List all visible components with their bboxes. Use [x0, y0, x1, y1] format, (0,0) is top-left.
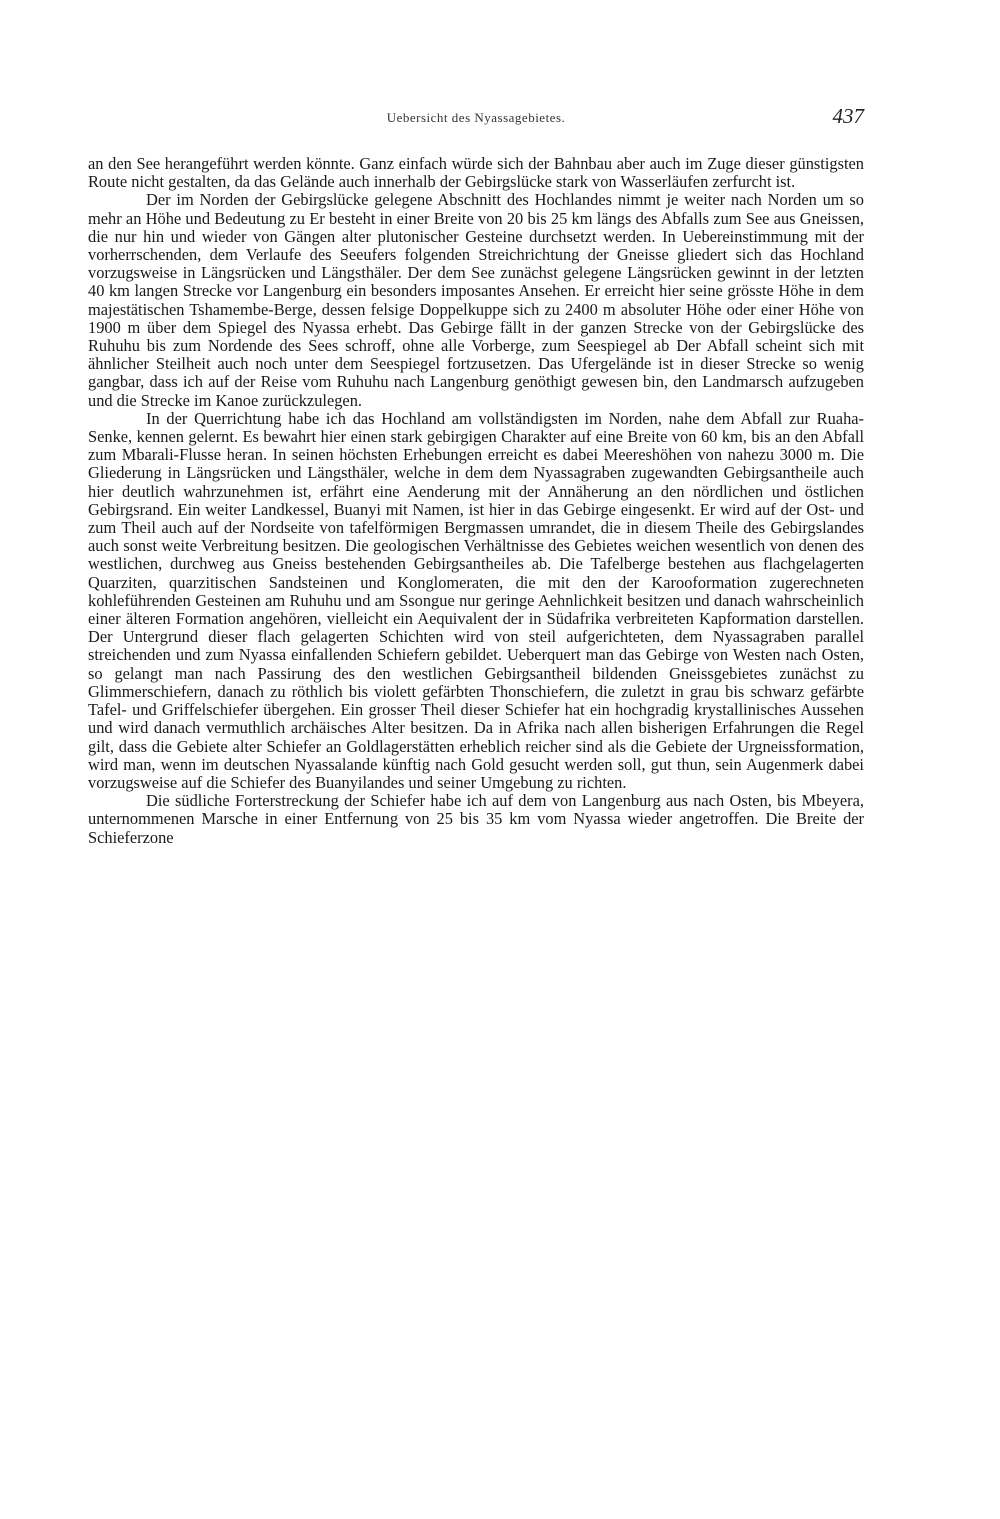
paragraph: an den See herangeführt werden könnte. Ganz einfach würde sich der Bahnbau aber auch im Zuge dieser günstigsten Route nicht gestalten, da das Gelände auch innerhalb der Gebirgslücke stark von Wasserläufen zerfurcht ist. — [88, 154, 864, 192]
running-header — [88, 104, 864, 138]
running-title: Uebersicht des Nyassagebietes. — [386, 110, 566, 125]
paragraph: Die südliche Forterstreckung der Schiefer habe ich auf dem von Langenburg aus nach Osten, bis Mbeyera, unternommenen Marsche in einer Entfernung von 25 bis 35 km vom Nyassa wieder angetroffen. Die Breite der Schieferzone — [88, 791, 864, 847]
body-text — [88, 155, 864, 847]
paragraph: In der Querrichtung habe ich das Hochland am vollständigsten im Norden, nahe dem Abfall zur Ruaha-Senke, kennen gelernt. Es bewahrt hier einen stark gebirgigen Charakter auf eine Breite von 60 km, bis an den Abfall zum Mbarali-Flusse heran. In seinen höchsten Erhebungen erreicht es dabei Meereshöhen von nahezu 3000 m. Die Gliederung in Längsrücken und Längsthäler, welche in dem dem Nyassagraben zugewandten Gebirgsantheile auch hier deutlich wahrzunehmen ist, erfährt eine Aenderung mit der Annäherung an den nördlichen und östlichen Gebirgsrand. Ein weiter Landkessel, Buanyi mit Namen, ist hier in das Gebirge eingesenkt. Er wird auf der Ost- und zum Theil auch auf der Nordseite von tafelförmigen Bergmassen umrandet, die in diesem Theile des Gebirgslandes auch sonst weite Verbreitung besitzen. Die geologischen Verhältnisse des Gebietes weichen wesentlich von denen des westlichen, durchweg aus Gneiss bestehenden Gebirgsantheiles ab. Die Tafelberge bestehen aus flachgelagerten Quarziten, quarzitischen Sandsteinen und Konglomeraten, die mit den der Karooformation zugerechneten kohleführenden Gesteinen am Ruhuhu und am Ssongue nur geringe Aehnlichkeit besitzen und danach wahrscheinlich einer älteren Formation angehören, vielleicht ein Aequivalent der in Südafrika verbreiteten Kapformation darstellen. Der Untergrund dieser flach gelagerten Schichten wird von steil aufgerichteten, dem Nyassagraben parallel streichenden und zum Nyassa einfallenden Schiefern gebildet. Ueberquert man das Gebirge von Westen nach Osten, so gelangt man nach Passirung des den westlichen Gebirgsantheil bildenden Gneissgebietes zunächst zu Glimmerschiefern, danach zu röthlich bis violett gefärbten Thonschiefern, die zuletzt in grau bis schwarz gefärbte Tafel- und Griffelschiefer übergehen. Ein grosser Theil dieser Schiefer hat ein hochgradig krystallinisches Aussehen und wird danach vermuthlich archäisches Alter besitzen. Da in Afrika nach allen bisherigen Erfahrungen die Regel gilt, dass die Gebiete alter Schiefer an Goldlagerstätten erheblich reicher sind als die Gebiete der Urgneissformation, wird man, wenn im deutschen Nyassalande künftig nach Gold gesucht werden soll, gut thun, sein Augenmerk dabei vorzugsweise auf die Schiefer des Buanyilandes und seiner Umgebung zu richten. — [88, 408, 864, 792]
paragraph: Der im Norden der Gebirgslücke gelegene Abschnitt des Hochlandes nimmt je weiter nach Norden um so mehr an Höhe und Bedeutung zu Er besteht in einer Breite von 20 bis 25 km längs des Abfalls zum See aus Gneissen, die nur hin und wieder von Gängen alter plutonischer Gesteine durchsetzt werden. In Uebereinstimmung mit der vorherrschenden, dem Verlaufe des Seeufers folgenden Streichrichtung der Gneisse gliedert sich das Hochland vorzugsweise in Längsrücken und Längsthäler. Der dem See zunächst gelegene Längsrücken gewinnt in der letzten 40 km langen Strecke vor Langenburg ein besonders imposantes Ansehen. Er erreicht hier seine grösste Höhe in dem majestätischen Tshamembe-Berge, dessen felsige Doppelkuppe sich zu 2400 m absoluter Höhe oder einer Höhe von 1900 m über dem Spiegel des Nyassa erhebt. Das Gebirge fällt in der ganzen Strecke von der Gebirgslücke des Ruhuhu bis zum Nordende des Sees schroff, ohne alle Vorberge, zum Seespiegel ab Der Abfall scheint sich mit ähnlicher Steilheit auch noch unter dem Seespiegel fortzusetzen. Das Ufergelände ist in dieser Strecke so wenig gangbar, dass ich auf der Reise vom Ruhuhu nach Langenburg genöthigt gewesen bin, den Landmarsch aufzugeben und die Strecke im Kanoe zurückzulegen. — [88, 190, 864, 410]
page-number: 437 — [832, 104, 864, 128]
document-page — [88, 0, 864, 1519]
